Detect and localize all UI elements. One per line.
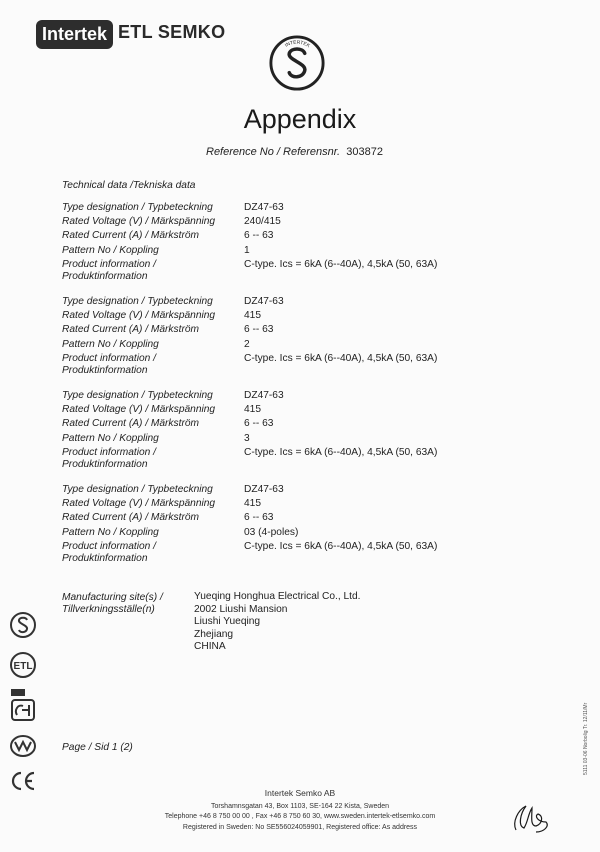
voltage-label: Rated Voltage (V) / Märkspänning — [62, 498, 216, 510]
svg-text:INTERTEK: INTERTEK — [284, 40, 311, 50]
reference-value: 303872 — [346, 146, 383, 158]
pattern-label: Pattern No / Koppling — [62, 432, 159, 444]
pattern-value: 1 — [244, 244, 250, 256]
voltage-value: 415 — [244, 498, 261, 510]
current-value: 6 -- 63 — [244, 512, 274, 524]
product-value: C-type. Ics = 6kA (6--40A), 4,5kA (50, 63A) — [244, 352, 438, 364]
footer-address: Torshamnsgatan 43, Box 1103, SE-164 22 Kista, Sweden — [210, 802, 390, 810]
pattern-label: Pattern No / Koppling — [62, 244, 159, 256]
address-line: Liushi Yueqing — [194, 616, 261, 628]
current-label: Rated Current (A) / Märkström — [62, 324, 199, 336]
product-label: Product information / Produktinformation — [62, 352, 156, 376]
pattern-value: 03 (4-poles) — [244, 526, 299, 538]
product-label: Product information / Produktinformation — [62, 540, 156, 564]
voltage-label: Rated Voltage (V) / Märkspänning — [62, 404, 216, 416]
gs-mark-icon — [8, 688, 38, 724]
manufacturing-label: Manufacturing site(s) / Tillverkningsställe(n) — [62, 592, 163, 615]
address-line: 2002 Liushi Mansion — [194, 603, 288, 615]
address-line: Zhejiang — [194, 628, 234, 640]
current-label: Rated Current (A) / Märkström — [62, 512, 199, 524]
current-value: 6 -- 63 — [244, 418, 274, 430]
product-value: C-type. Ics = 6kA (6--40A), 4,5kA (50, 63A) — [244, 258, 438, 270]
voltage-label: Rated Voltage (V) / Märkspänning — [62, 310, 216, 322]
technical-data-heading: Technical data /Tekniska data — [62, 180, 196, 191]
reference-label: Reference No / Referensnr. — [206, 146, 341, 158]
current-value: 6 -- 63 — [244, 230, 274, 242]
svg-text:ETL: ETL — [13, 661, 33, 672]
type-label: Type designation / Typbeteckning — [62, 202, 213, 213]
page-number: Page / Sid 1 (2) — [62, 742, 133, 753]
pattern-value: 3 — [244, 432, 250, 444]
etl-semko-logo: ETL SEMKO — [118, 22, 226, 42]
intertek-logo: Intertek — [36, 20, 113, 49]
current-label: Rated Current (A) / Märkström — [62, 230, 199, 242]
technical-block — [62, 484, 562, 567]
footer-company: Intertek Semko AB — [264, 788, 336, 798]
pattern-label: Pattern No / Koppling — [62, 338, 159, 350]
technical-block — [62, 202, 562, 285]
s-mark-icon — [8, 610, 38, 640]
current-label: Rated Current (A) / Märkström — [62, 418, 199, 430]
document-code: 5111 03-06 Norbolig Tr. 12/11/Mr — [583, 702, 589, 775]
type-label: Type designation / Typbeteckning — [62, 296, 213, 307]
voltage-value: 415 — [244, 310, 261, 322]
type-value: DZ47-63 — [244, 296, 284, 307]
address-line: CHINA — [194, 641, 226, 653]
signature — [508, 796, 552, 838]
reference-number — [206, 146, 383, 158]
technical-block — [62, 296, 562, 379]
type-value: DZ47-63 — [244, 484, 284, 495]
vde-mark-icon — [8, 732, 38, 760]
voltage-value: 240/415 — [244, 216, 281, 228]
type-value: DZ47-63 — [244, 202, 284, 213]
type-label: Type designation / Typbeteckning — [62, 390, 213, 401]
address-line: Yueqing Honghua Electrical Co., Ltd. — [194, 591, 361, 602]
page-title: Appendix — [243, 104, 357, 134]
footer-contact: Telephone +46 8 750 00 00 , Fax +46 8 750 60 30, www.sweden.intertek-etlsemko.com — [164, 813, 436, 820]
s-mark-seal-icon — [268, 34, 326, 92]
voltage-label: Rated Voltage (V) / Märkspänning — [62, 216, 216, 228]
product-value: C-type. Ics = 6kA (6--40A), 4,5kA (50, 63A) — [244, 446, 438, 458]
type-label: Type designation / Typbeteckning — [62, 484, 213, 495]
manufacturing-address — [194, 591, 361, 654]
voltage-value: 415 — [244, 404, 261, 416]
current-value: 6 -- 63 — [244, 324, 274, 336]
product-label: Product information / Produktinformation — [62, 446, 156, 470]
etl-mark-icon — [8, 650, 38, 680]
product-label: Product information / Produktinformation — [62, 258, 156, 282]
technical-block — [62, 390, 562, 473]
pattern-label: Pattern No / Koppling — [62, 526, 159, 538]
product-value: C-type. Ics = 6kA (6--40A), 4,5kA (50, 63A) — [244, 540, 438, 552]
type-value: DZ47-63 — [244, 390, 284, 401]
footer-registration: Registered in Sweden: No SE556024059901, Registered office: As address — [182, 823, 418, 831]
pattern-value: 2 — [244, 338, 250, 350]
